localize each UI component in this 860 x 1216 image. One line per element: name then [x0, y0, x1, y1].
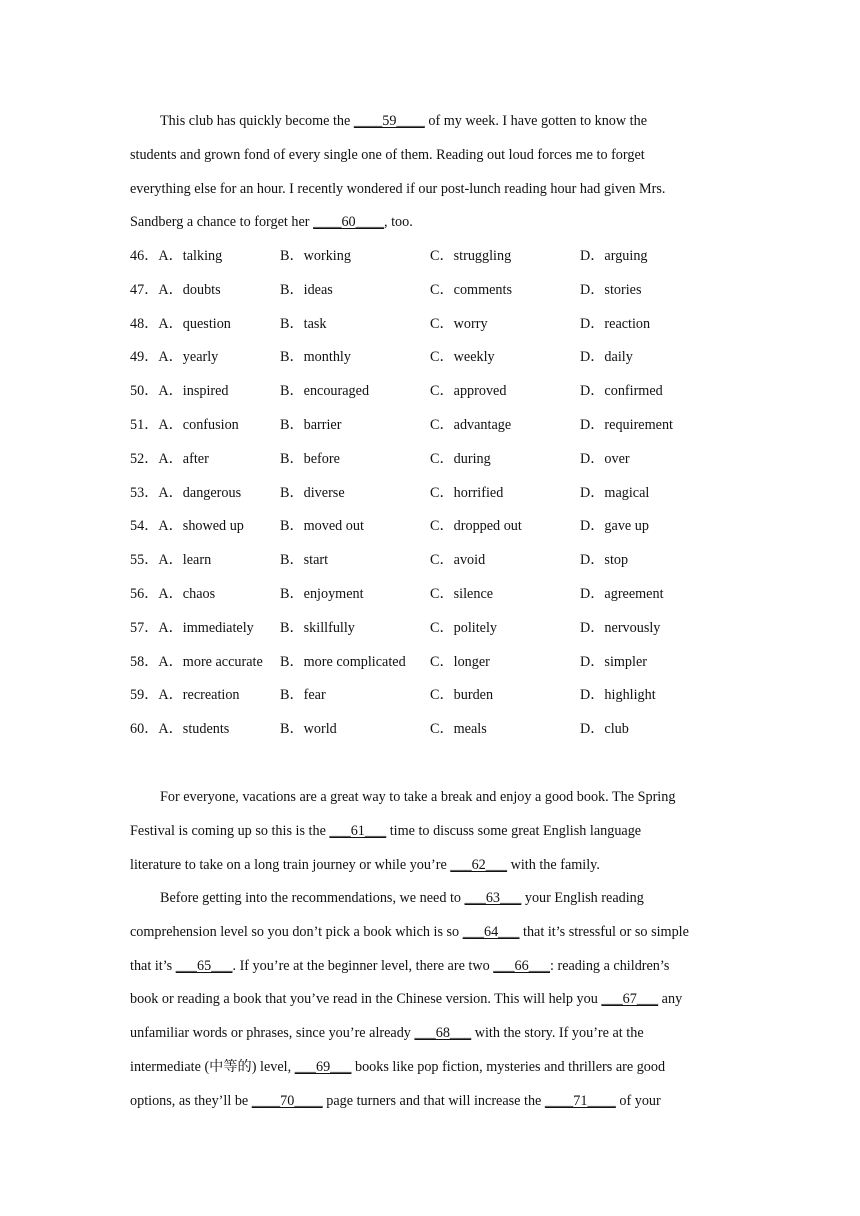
option-row-56	[130, 578, 750, 612]
text-line	[130, 849, 730, 883]
option-a: 55．A．learn	[130, 552, 212, 569]
option-a: 49．A．yearly	[130, 349, 219, 366]
text-line	[130, 882, 730, 916]
option-a: 56．A．chaos	[130, 585, 216, 602]
option-a: 60．A．students	[130, 721, 230, 738]
text-run: Sandberg a chance to forget her	[130, 214, 314, 231]
option-a: 47．A．doubts	[130, 281, 221, 298]
option-d: D．agreement	[580, 585, 664, 602]
text-run: page turners and that will increase the	[322, 1092, 545, 1109]
blank-62: ___62___	[450, 856, 508, 873]
option-row-50	[130, 375, 750, 409]
text-line	[130, 1085, 730, 1119]
option-d: D．reaction	[580, 315, 651, 332]
text-line	[130, 105, 730, 139]
text-line: students and grown fond of every single one of them. Reading out loud forces me to forget	[130, 146, 645, 163]
option-row-47	[130, 274, 750, 308]
option-c: C．weekly	[430, 349, 495, 366]
option-c: C．meals	[430, 721, 487, 738]
option-d: D．arguing	[580, 248, 648, 264]
text-run: This club has quickly become the	[160, 113, 354, 129]
option-a: 46．A．talking	[130, 248, 223, 264]
passage1-paragraph	[130, 105, 730, 240]
option-row-49	[130, 341, 750, 375]
option-a: 57．A．immediately	[130, 619, 254, 636]
text-line	[130, 1051, 730, 1085]
option-row-46	[130, 240, 750, 274]
option-d: D．nervously	[580, 619, 661, 636]
text-run: Festival is coming up so this is the	[130, 822, 330, 839]
option-d: D．gave up	[580, 518, 649, 535]
text-run: that it’s	[130, 957, 176, 974]
text-line	[130, 815, 730, 849]
text-run: your English reading	[521, 890, 644, 906]
text-line	[130, 983, 730, 1017]
text-run: that it’s stressful or so simple	[519, 923, 689, 940]
option-d: D．confirmed	[580, 383, 663, 400]
option-d: D．requirement	[580, 416, 673, 433]
option-b: B．encouraged	[280, 383, 370, 400]
blank-66: ___66___	[493, 957, 550, 974]
blank-68: ___68___	[414, 1025, 472, 1042]
option-d: D．simpler	[580, 653, 647, 670]
text-run: Before getting into the recommendations, we need to	[160, 890, 465, 906]
option-row-52	[130, 443, 750, 477]
option-d: D．magical	[580, 484, 650, 501]
option-a: 53．A．dangerous	[130, 484, 242, 501]
option-d: D．highlight	[580, 687, 656, 704]
passage2-paragraph-1	[130, 781, 730, 882]
text-run: unfamiliar words or phrases, since you’re already	[130, 1025, 415, 1042]
option-c: C．burden	[430, 687, 494, 704]
option-b: B．barrier	[280, 416, 342, 433]
blank-64: ___64___	[462, 923, 520, 940]
option-d: D．club	[580, 721, 629, 738]
text-line: For everyone, vacations are a great way to take a break and enjoy a good book. The Spring	[160, 789, 676, 805]
option-d: D．stop	[580, 552, 629, 569]
option-b: B．fear	[280, 687, 326, 704]
text-run: books like pop fiction, mysteries and thrillers are good	[351, 1058, 666, 1075]
option-row-51	[130, 409, 750, 443]
option-row-57	[130, 612, 750, 646]
text-run: of your	[615, 1092, 661, 1109]
blank-70: ____70____	[251, 1092, 323, 1109]
text-line	[130, 916, 730, 950]
option-c: C．politely	[430, 619, 497, 636]
option-c: C．longer	[430, 653, 490, 670]
option-b: B．start	[280, 552, 329, 569]
text-run: options, as they’ll be	[130, 1092, 252, 1109]
option-c: C．horrified	[430, 484, 504, 501]
text-run: , too.	[384, 214, 413, 231]
option-a: 54．A．showed up	[130, 518, 244, 535]
option-b: B．monthly	[280, 349, 351, 366]
text-line	[130, 206, 730, 240]
option-c: C．approved	[430, 383, 507, 400]
option-row-53	[130, 477, 750, 511]
option-row-60	[130, 713, 750, 747]
option-c: C．worry	[430, 315, 488, 332]
option-row-55	[130, 544, 750, 578]
option-c: C．during	[430, 450, 491, 467]
option-b: B．task	[280, 315, 327, 332]
option-a: 58．A．more accurate	[130, 653, 263, 670]
option-b: B．ideas	[280, 281, 333, 298]
option-c: C．avoid	[430, 552, 486, 569]
option-b: B．world	[280, 721, 337, 738]
text-run: time to discuss some great English language	[386, 822, 642, 839]
text-run: any	[658, 991, 683, 1008]
blank-60: ____60____	[313, 214, 384, 231]
blank-63: ___63___	[464, 890, 522, 906]
text-run: comprehension level so you don’t pick a book which is so	[130, 923, 463, 940]
blank-69: ___69___	[294, 1058, 352, 1075]
option-c: C．silence	[430, 585, 494, 602]
text-run: book or reading a book that you’ve read in the Chinese version. This will help you	[130, 991, 602, 1008]
text-run: . If you’re at the beginner level, there are two	[232, 957, 494, 974]
passage2-paragraph-2	[130, 882, 730, 1119]
option-c: C．dropped out	[430, 518, 522, 535]
text-line: everything else for an hour. I recently wondered if our post-lunch reading hour had given Mrs.	[130, 180, 666, 197]
option-b: B．working	[280, 248, 351, 264]
blank-65: ___65___	[175, 957, 233, 974]
blank-61: ___61___	[329, 822, 387, 839]
text-line	[130, 950, 730, 984]
option-a: 59．A．recreation	[130, 687, 240, 704]
option-b: B．skillfully	[280, 619, 355, 636]
option-a: 52．A．after	[130, 450, 209, 467]
option-row-54	[130, 510, 750, 544]
option-b: B．moved out	[280, 518, 364, 535]
text-run: intermediate (中等的) level,	[130, 1058, 295, 1075]
option-a: 51．A．confusion	[130, 416, 239, 433]
option-c: C．struggling	[430, 248, 512, 264]
text-run: literature to take on a long train journey or while you’re	[130, 856, 451, 873]
option-d: D．stories	[580, 281, 642, 298]
option-d: D．daily	[580, 349, 633, 366]
option-b: B．before	[280, 450, 340, 467]
option-b: B．more complicated	[280, 653, 406, 670]
option-c: C．comments	[430, 281, 512, 298]
blank-59: ____59____	[353, 113, 425, 129]
option-a: 50．A．inspired	[130, 383, 229, 400]
answer-options-list	[130, 240, 750, 747]
option-b: B．diverse	[280, 484, 345, 501]
text-run: : reading a children’s	[550, 957, 670, 974]
option-row-58	[130, 646, 750, 680]
option-c: C．advantage	[430, 416, 512, 433]
option-row-59	[130, 679, 750, 713]
blank-71: ____71____	[544, 1092, 616, 1109]
option-b: B．enjoyment	[280, 585, 364, 602]
option-a: 48．A．question	[130, 315, 231, 332]
text-line	[130, 1017, 730, 1051]
text-run: with the family.	[507, 856, 600, 873]
blank-67: ___67___	[601, 991, 659, 1008]
option-d: D．over	[580, 450, 630, 467]
option-row-48	[130, 308, 750, 342]
text-run: of my week. I have gotten to know the	[424, 113, 648, 129]
text-run: with the story. If you’re at the	[471, 1025, 644, 1042]
